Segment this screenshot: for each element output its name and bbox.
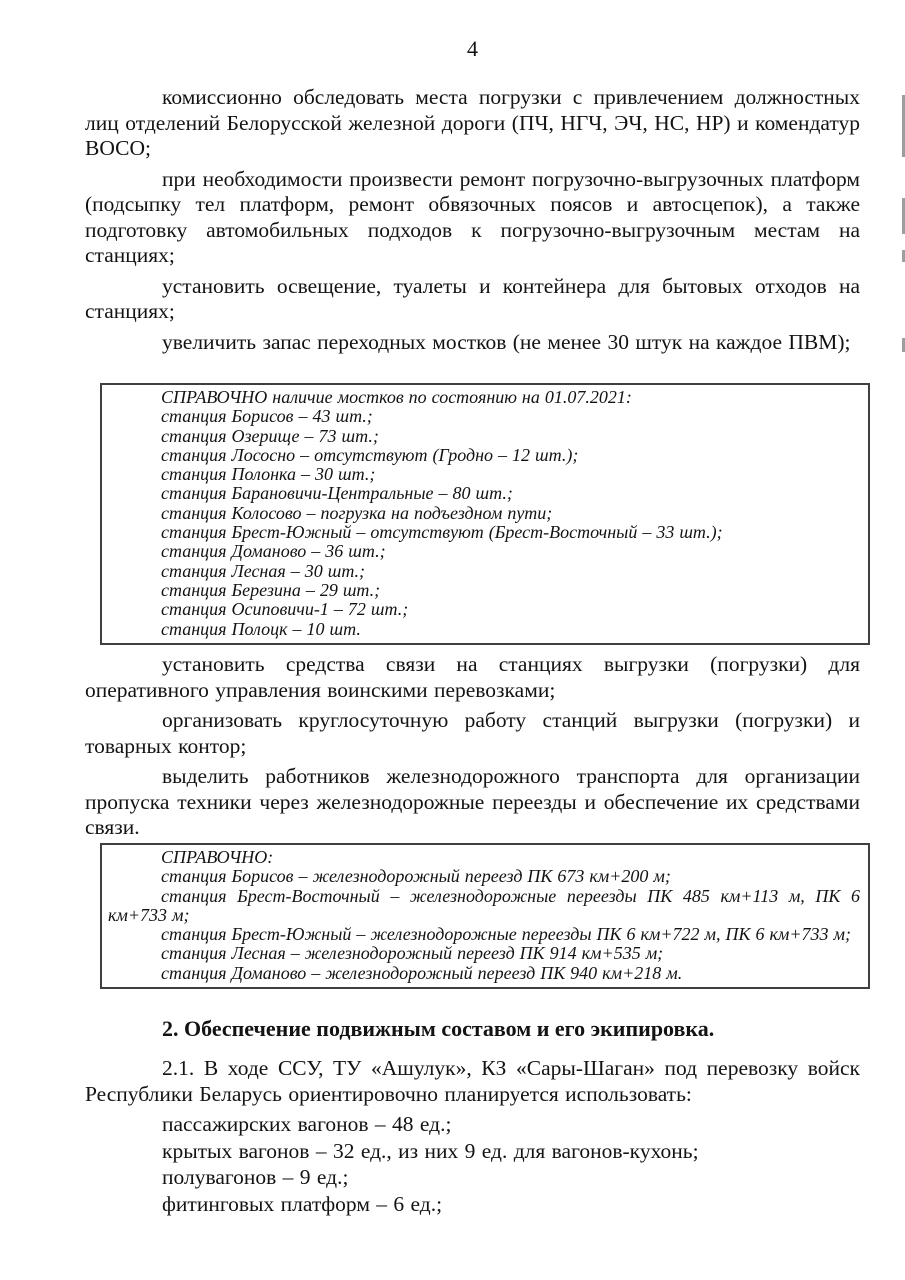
reference-box-crossings [100,843,870,989]
reference-line: станция Озерище – 73 шт.; [161,425,379,446]
reference-line: станция Лесная – 30 шт.; [161,560,366,581]
reference-line: станция Брест-Восточный – железнодорожные переезды ПК 485 км+113 м, ПК 6 км+733 м; [108,885,860,925]
paragraph: увеличить запас переходных мостков (не менее 30 штук на каждое ПВМ); [162,329,851,354]
reference-line: станция Барановичи-Центральные – 80 шт.; [161,483,513,504]
paragraph: установить средства связи на станциях выгрузки (погрузки) для оперативного управления воинскими перевозками; [85,652,860,702]
top-paragraphs-section [85,85,860,360]
paragraph: организовать круглосуточную работу станций выгрузки (погрузки) и товарных контор; [85,708,860,758]
paragraph: установить освещение, туалеты и контейнера для бытовых отходов на станциях; [85,273,860,323]
list-item: фитинговых платформ – 6 ед.; [162,1191,443,1216]
list-item: полувагонов – 9 ед.; [162,1165,349,1189]
reference-line: СПРАВОЧНО: [161,847,274,867]
reference-line: станция Брест-Южный – отсутствуют (Брест-Восточный – 33 шт.); [161,522,723,543]
reference-line: станция Полоцк – 10 шт. [161,618,361,639]
reference-line: станция Осиповичи-1 – 72 шт.; [161,599,409,620]
page-number: 4 [467,36,478,61]
paragraph: при необходимости произвести ремонт погрузочно-выгрузочных платформ (подсыпку тел платформ, ремонт обвязочных поясов и автосцепок), а также подготовку автомобильных подходов к погрузочно-выгрузочным местам на станциях; [85,166,860,267]
reference-line: станция Борисов – 43 шт.; [161,406,373,427]
reference-line: станция Березина – 29 шт.; [161,579,381,600]
paragraph: комиссионно обследовать места погрузки с привлечением должностных лиц отделений Белорусской железной дороги (ПЧ, НГЧ, ЭЧ, НС, НР) и комендатур ВОСО; [85,85,860,160]
reference-line: станция Доманово – 36 шт.; [161,541,386,562]
section-heading: 2. Обеспечение подвижным составом и его экипировка. [162,1016,715,1041]
section2-body [85,1056,860,1218]
reference-line: СПРАВОЧНО наличие мостков по состоянию на 01.07.2021: [161,387,632,407]
reference-box-bridges [100,383,870,645]
list-item: пассажирских вагонов – 48 ед.; [162,1112,452,1136]
reference-line: станция Доманово – железнодорожный переезд ПК 940 км+218 м. [161,962,683,983]
reference-line: станция Лососно – отсутствуют (Гродно – 12 шт.); [161,444,579,465]
paragraph: 2.1. В ходе ССУ, ТУ «Ашулук», КЗ «Сары-Шаган» под перевозку войск Республики Беларусь ориентировочно планируется использовать: [85,1056,860,1106]
reference-line: станция Полонка – 30 шт.; [161,464,376,485]
reference-line: станция Борисов – железнодорожный переезд ПК 673 км+200 м; [161,866,671,887]
paragraph: выделить работников железнодорожного транспорта для организации пропуска техники через железнодорожные переезды и обеспечение их средствами связи. [85,764,860,839]
middle-paragraphs-section [85,652,860,846]
reference-line: станция Брест-Южный – железнодорожные переезды ПК 6 км+722 м, ПК 6 км+733 м; [161,924,852,945]
list-item: крытых вагонов – 32 ед., из них 9 ед. для вагонов-кухонь; [162,1138,699,1163]
reference-line: станция Колосово – погрузка на подъездном пути; [161,502,553,523]
reference-line: станция Лесная – железнодорожный переезд ПК 914 км+535 м; [161,943,664,964]
